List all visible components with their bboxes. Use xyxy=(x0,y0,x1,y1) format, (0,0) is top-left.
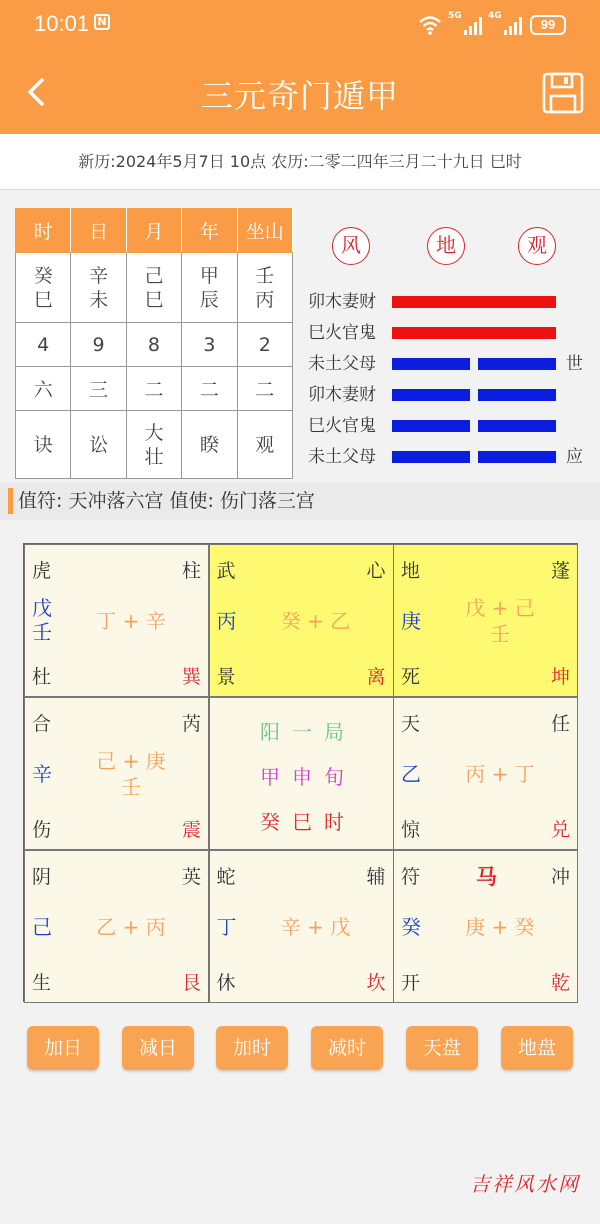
add-day-button[interactable]: 加日 xyxy=(27,1026,99,1070)
pillar-stem-row xyxy=(16,253,293,323)
date-info: 新历:2024年5月7日 10点 农历:二零二四年三月二十九日 巳时 xyxy=(0,134,600,190)
pillar-row3-cell: 二 xyxy=(237,367,292,411)
palace-star: 英 xyxy=(181,866,201,888)
pillar-row3-cell: 三 xyxy=(71,367,126,411)
palace-gua: 离 xyxy=(366,666,386,688)
status-icons xyxy=(418,12,566,38)
palace-door: 景 xyxy=(216,666,236,688)
palace-door: 惊 xyxy=(401,819,421,841)
hexagram-line xyxy=(308,289,598,320)
palace-cell xyxy=(24,850,209,1003)
palace-sky-stem: 壬 xyxy=(32,620,52,644)
palace-gua: 震 xyxy=(181,819,201,841)
center-info-line: 癸巳时 xyxy=(260,810,356,834)
palace-star: 柱 xyxy=(181,560,201,582)
yin-bar-left xyxy=(392,358,470,370)
palace-sky-stem: 丁 xyxy=(216,915,237,939)
yang-bar xyxy=(392,296,556,308)
watermark-logo: 吉祥风水网 xyxy=(470,1172,580,1196)
yin-bar-left xyxy=(392,420,470,432)
palace-center xyxy=(209,697,394,850)
pillar-row-3 xyxy=(16,367,293,411)
zhifu-text: 值符: 天冲落六宫 值使: 伤门落三宫 xyxy=(18,490,315,512)
page-title: 三元奇门遁甲 xyxy=(200,77,399,115)
palace-cell xyxy=(393,697,578,850)
pillar-gua-cell: 观 xyxy=(237,411,292,479)
status-bar xyxy=(0,0,600,50)
pillar-number-cell: 2 xyxy=(237,323,292,367)
palace-gua: 巽 xyxy=(181,666,201,688)
nfc-icon: N xyxy=(94,14,110,30)
zhifu-row xyxy=(0,482,600,520)
pillar-row3-cell: 六 xyxy=(16,367,71,411)
status-time: 10:01 xyxy=(34,11,90,36)
accent-bar xyxy=(8,488,13,514)
hexagram-line xyxy=(308,444,598,475)
palace-god: 武 xyxy=(216,560,236,582)
pillar-stem-cell: 甲 辰 xyxy=(182,253,237,323)
pillar-stem-cell: 辛 未 xyxy=(71,253,126,323)
nine-palace-grid xyxy=(23,543,578,1002)
palace-star: 冲 xyxy=(550,866,570,888)
palace-sky-stem: 辛 xyxy=(32,762,52,786)
pillar-table xyxy=(15,208,293,479)
palace-god: 地 xyxy=(401,560,421,582)
pillar-number-cell: 8 xyxy=(126,323,181,367)
palace-earth-stems: 庚 + 癸 xyxy=(465,915,535,939)
minus-hour-button[interactable]: 减时 xyxy=(311,1026,383,1070)
button-bar xyxy=(0,1024,600,1076)
pillar-number-cell: 4 xyxy=(16,323,71,367)
hexagram-line xyxy=(308,382,598,413)
yin-bar-left xyxy=(392,389,470,401)
pillar-number-cell: 3 xyxy=(182,323,237,367)
signal-5g-icon: 5G xyxy=(450,15,482,35)
palace-cell xyxy=(393,544,578,697)
yin-bar-right xyxy=(478,389,556,401)
palace-earth-stems: 丙 + 丁 xyxy=(465,762,535,786)
earth-plate-button[interactable]: 地盘 xyxy=(501,1026,573,1070)
yin-bar-right xyxy=(478,358,556,370)
palace-gua: 坎 xyxy=(366,972,386,994)
pillar-row3-cell: 二 xyxy=(182,367,237,411)
add-hour-button[interactable]: 加时 xyxy=(216,1026,288,1070)
hexagram-badge: 观 xyxy=(518,227,556,265)
palace-horse-marker: 马 xyxy=(476,865,497,889)
palace-cell xyxy=(24,544,209,697)
hexagram-line-label: 卯木妻财 xyxy=(308,292,376,312)
hexagram-line-label: 未土父母 xyxy=(308,354,376,374)
palace-star: 芮 xyxy=(181,713,201,735)
palace-god: 天 xyxy=(401,713,421,735)
sky-plate-button[interactable]: 天盘 xyxy=(406,1026,478,1070)
palace-earth-stems: 癸 + 乙 xyxy=(280,609,351,633)
palace-earth-stems: 壬 xyxy=(490,622,510,646)
pillar-gua-cell: 讼 xyxy=(71,411,126,479)
palace-star: 心 xyxy=(366,560,386,582)
pillar-number-cell: 9 xyxy=(71,323,126,367)
palace-star: 蓬 xyxy=(550,560,570,582)
palace-earth-stems: 壬 xyxy=(121,775,141,799)
palace-god: 符 xyxy=(401,866,421,888)
pillar-row3-cell: 二 xyxy=(126,367,181,411)
palace-door: 开 xyxy=(401,972,421,994)
yin-bar-right xyxy=(478,420,556,432)
pillar-stem-cell: 癸 巳 xyxy=(16,253,71,323)
palace-god: 虎 xyxy=(32,560,52,582)
pillar-number-row xyxy=(16,323,293,367)
hexagram-badge: 地 xyxy=(427,227,465,265)
pillar-stem-cell: 壬 丙 xyxy=(237,253,292,323)
pillar-header-row xyxy=(16,209,293,253)
hexagram-line-label: 巳火官鬼 xyxy=(308,323,376,343)
pillar-gua-cell: 诀 xyxy=(16,411,71,479)
palace-cell xyxy=(393,850,578,1003)
palace-earth-stems: 辛 + 戊 xyxy=(280,915,351,939)
palace-sky-stem: 庚 xyxy=(401,609,421,633)
pillar-gua-cell: 睽 xyxy=(182,411,237,479)
palace-cell xyxy=(24,697,209,850)
palace-door: 死 xyxy=(401,666,421,688)
hexagram-line xyxy=(308,413,598,444)
hexagram-lines xyxy=(308,289,598,475)
palace-earth-stems: 己 + 庚 xyxy=(96,749,166,773)
palace-earth-stems: 乙 + 丙 xyxy=(96,915,166,939)
center-info-line: 阳一局 xyxy=(260,720,356,744)
hexagram-line xyxy=(308,351,598,382)
palace-sky-stem: 己 xyxy=(32,915,52,939)
palace-gua: 乾 xyxy=(550,972,570,994)
palace-cell xyxy=(209,850,394,1003)
palace-gua: 坤 xyxy=(550,666,570,688)
pillar-header-cell: 年 xyxy=(182,209,237,253)
yang-bar xyxy=(392,327,556,339)
hexagram-line xyxy=(308,320,598,351)
hexagram-line-label: 巳火官鬼 xyxy=(308,416,376,436)
hexagram-badges xyxy=(332,227,562,267)
pillar-header-cell: 日 xyxy=(71,209,126,253)
palace-door: 生 xyxy=(32,972,52,994)
pillar-header-cell: 坐山 xyxy=(237,209,292,253)
wifi-icon xyxy=(418,15,442,35)
palace-sky-stem: 戊 xyxy=(32,596,52,620)
palace-door: 杜 xyxy=(32,666,52,688)
palace-star: 任 xyxy=(550,713,570,735)
palace-sky-stem: 乙 xyxy=(401,762,421,786)
palace-sky-stem: 丙 xyxy=(216,609,237,633)
hexagram-line-mark: 应 xyxy=(566,447,583,467)
hexagram-line-mark: 世 xyxy=(566,354,583,374)
palace-god: 合 xyxy=(32,713,52,735)
app-header xyxy=(0,50,600,134)
hexagram-line-label: 未土父母 xyxy=(308,447,376,467)
pillar-header-cell: 月 xyxy=(126,209,181,253)
hexagram-badge: 风 xyxy=(332,227,370,265)
palace-door: 伤 xyxy=(32,819,52,841)
palace-door: 休 xyxy=(216,972,236,994)
hexagram-line-label: 卯木妻财 xyxy=(308,385,376,405)
palace-god: 阴 xyxy=(32,866,52,888)
pillar-gua-cell: 大 壮 xyxy=(126,411,181,479)
pillar-header-cell: 时 xyxy=(16,209,71,253)
signal-4g-icon: 4G xyxy=(490,15,522,35)
palace-cell xyxy=(209,544,394,697)
yin-bar-left xyxy=(392,451,470,463)
palace-gua: 兑 xyxy=(550,819,570,841)
pillar-gua-row xyxy=(16,411,293,479)
palace-sky-stem: 癸 xyxy=(401,915,421,939)
battery-icon: 99 xyxy=(530,15,566,35)
palace-earth-stems: 丁 + 辛 xyxy=(96,609,166,633)
yin-bar-right xyxy=(478,451,556,463)
palace-star: 辅 xyxy=(366,866,386,888)
palace-earth-stems: 戊 + 己 xyxy=(465,596,535,620)
save-floppy-icon[interactable] xyxy=(542,72,584,114)
center-info-line: 甲申旬 xyxy=(260,765,356,789)
pillar-stem-cell: 己 巳 xyxy=(126,253,181,323)
minus-day-button[interactable]: 减日 xyxy=(122,1026,194,1070)
palace-gua: 艮 xyxy=(181,972,201,994)
palace-god: 蛇 xyxy=(216,866,236,888)
